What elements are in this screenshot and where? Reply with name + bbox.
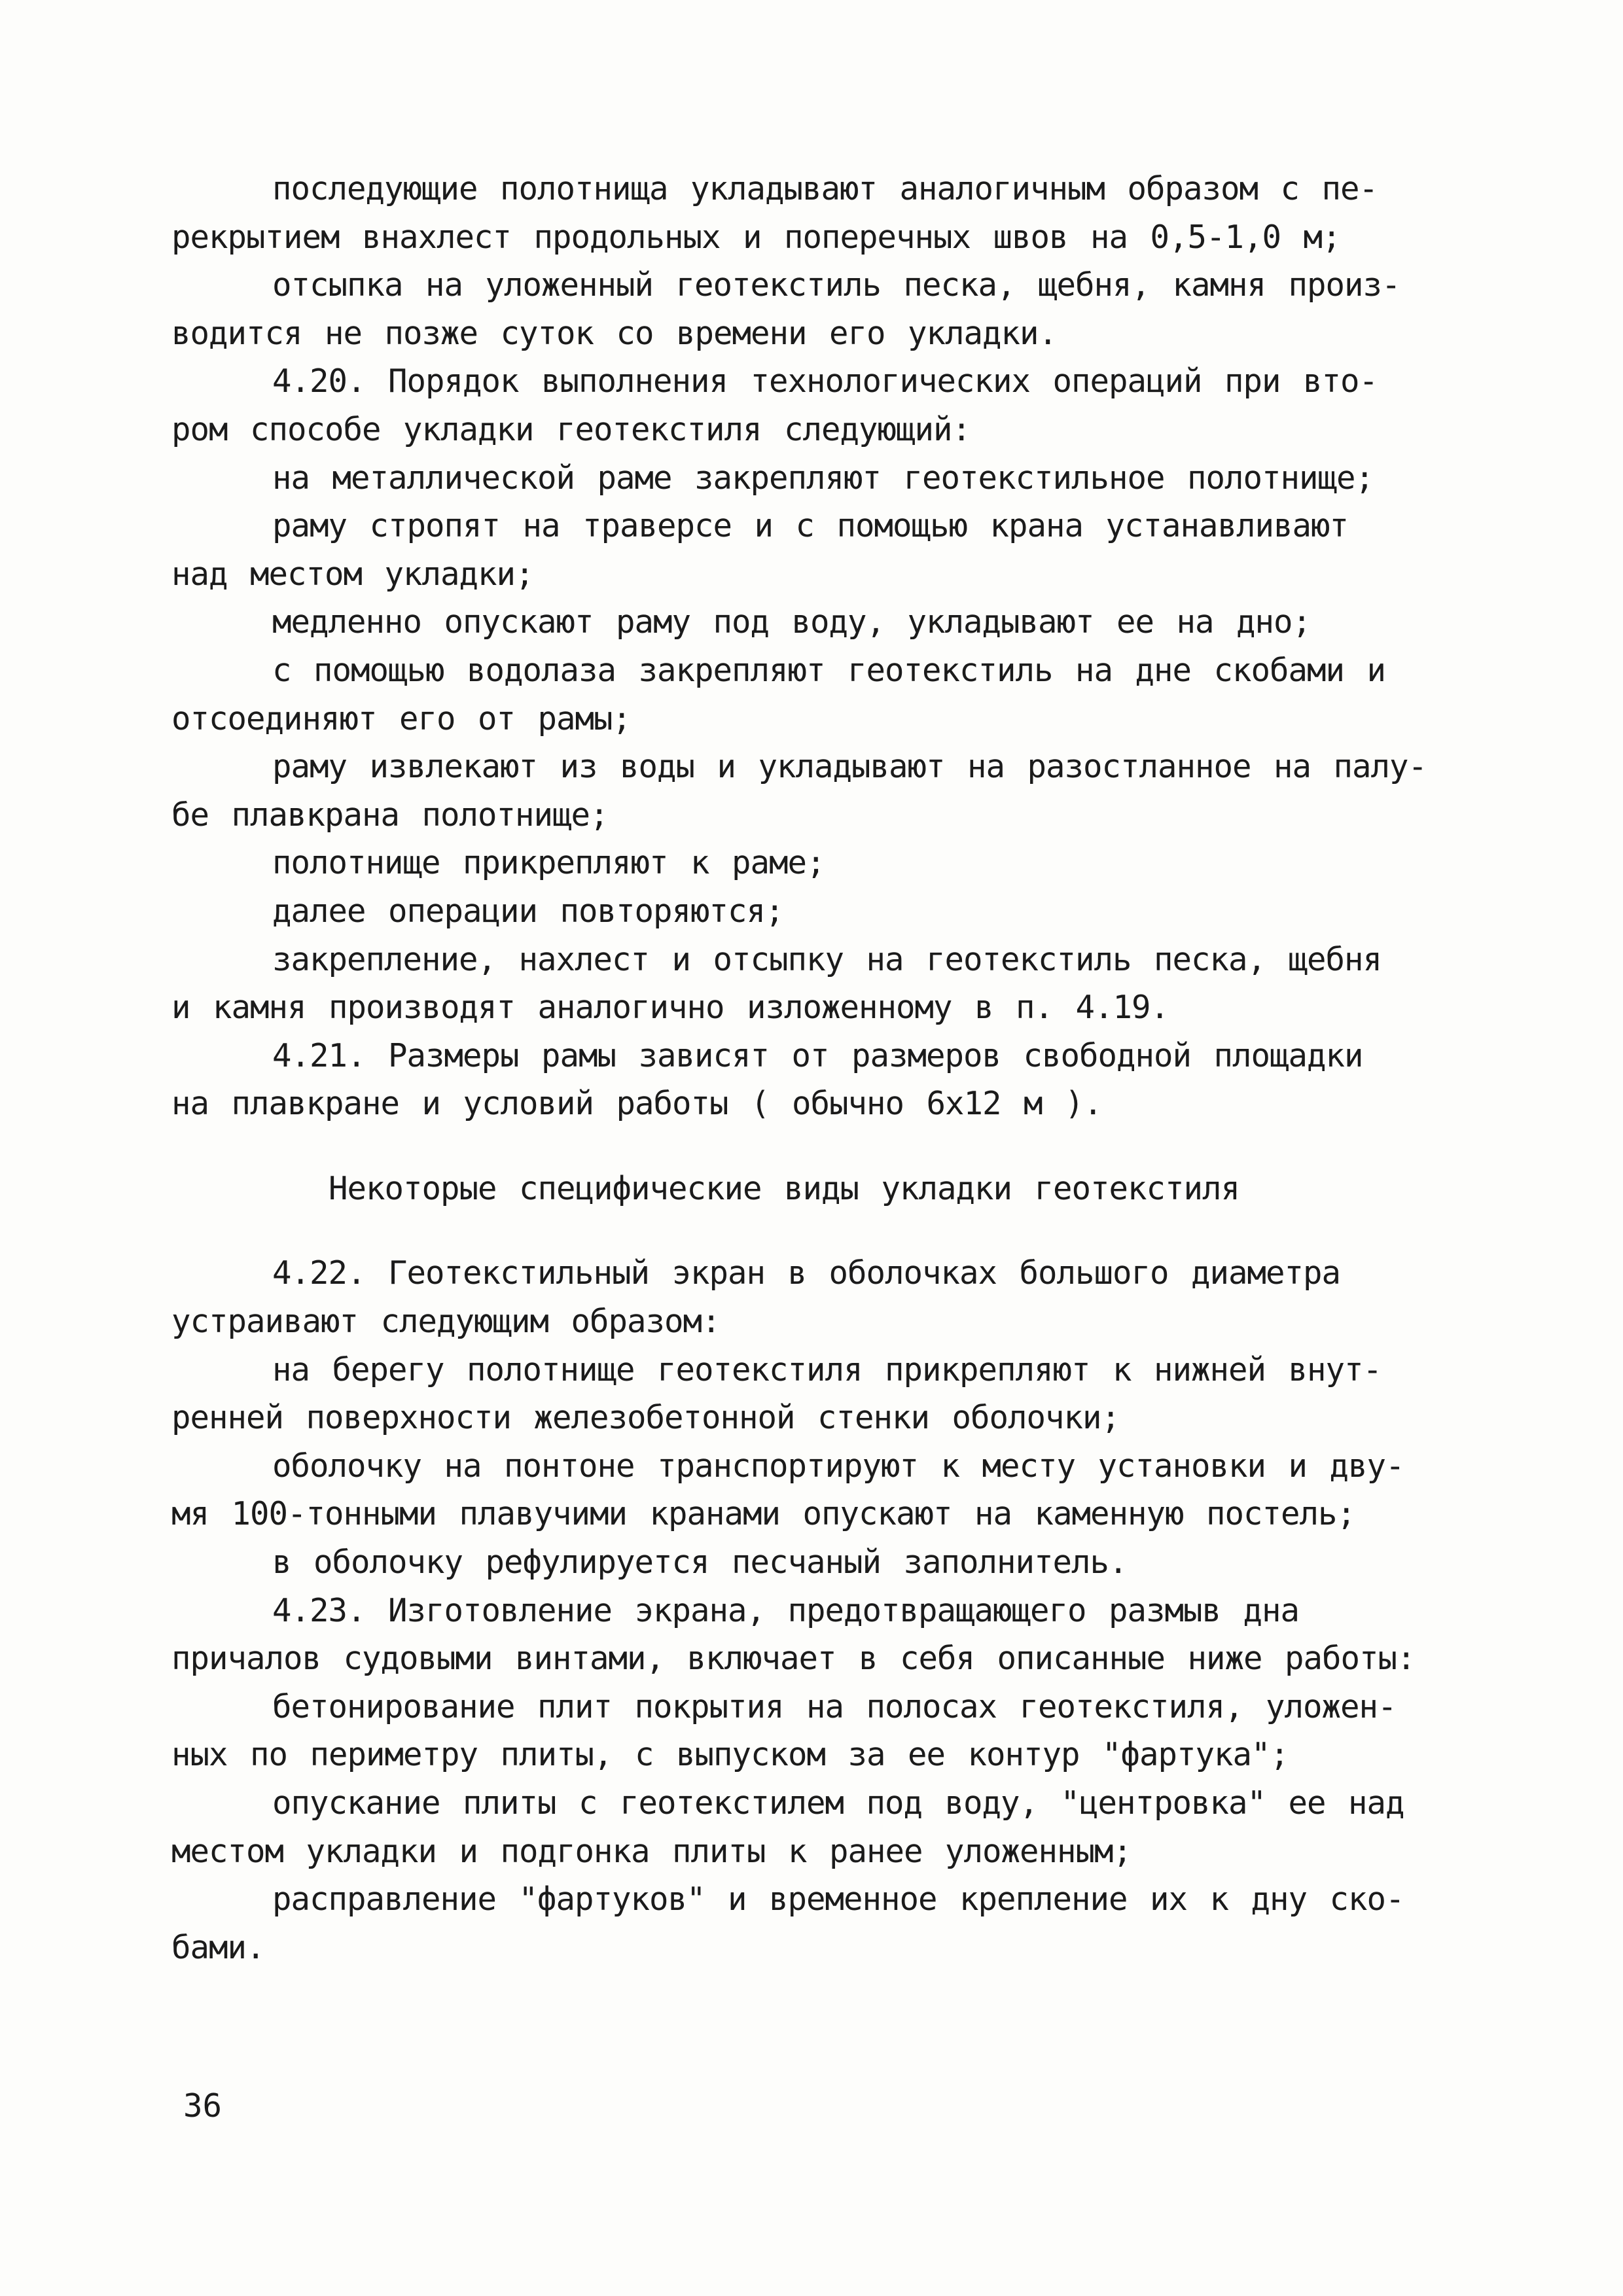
text-line: далее операции повторяются; — [272, 892, 784, 930]
section-gap — [171, 1212, 1487, 1249]
text-line: с помощью водолаза закрепляют геотекстиль на дне скобами и — [272, 651, 1386, 689]
section-heading: Некоторые специфические виды укладки геотекстиля — [329, 1169, 1240, 1207]
section-4-20-start: 4.20. Порядок выполнения технологических операций при вто- — [272, 362, 1378, 400]
text-line: бетонирование плит покрытия на полосах геотекстиля, уложен- — [272, 1687, 1397, 1725]
text-line: рекрытием внахлест продольных и поперечных швов на 0,5-1,0 м; — [171, 218, 1341, 256]
text-line: на берегу полотнище геотекстиля прикрепляют к нижней внут- — [272, 1351, 1382, 1388]
text-line: полотнище прикрепляют к раме; — [272, 844, 825, 882]
text-line: мя 100-тонными плавучими кранами опускают на каменную постель; — [171, 1495, 1356, 1533]
text-line: причалов судовыми винтами, включает в себя описанные ниже работы: — [171, 1640, 1416, 1678]
text-line: раму стропят на траверсе и с помощью крана устанавливают — [272, 507, 1349, 545]
page-number: 36 — [183, 2087, 223, 2125]
document-body — [171, 165, 1487, 1971]
text-line: водится не позже суток со времени его укладки. — [171, 314, 1058, 352]
text-line: на плавкране и условий работы ( обычно 6х12 м ). — [171, 1085, 1103, 1123]
section-4-21-start: 4.21. Размеры рамы зависят от размеров свободной площадки — [272, 1036, 1363, 1074]
text-line: отсыпка на уложенный геотекстиль песка, щебня, камня произ- — [272, 266, 1400, 304]
text-line: ром способе укладки геотекстиля следующий: — [171, 410, 971, 448]
section-4-22-start: 4.22. Геотекстильный экран в оболочках большого диаметра — [272, 1254, 1341, 1292]
text-line: ных по периметру плиты, с выпуском за ее контур "фартука"; — [171, 1736, 1289, 1774]
text-line: бами. — [171, 1928, 265, 1966]
text-line: медленно опускают раму под воду, укладывают ее на дно; — [272, 603, 1311, 641]
text-line: над местом укладки; — [171, 555, 534, 593]
text-line: оболочку на понтоне транспортируют к месту установки и дву- — [272, 1447, 1404, 1485]
section-gap — [171, 1128, 1487, 1165]
text-line: в оболочку рефулируется песчаный заполнитель. — [272, 1544, 1128, 1581]
text-line: местом укладки и подгонка плиты к ранее уложенным; — [171, 1832, 1132, 1870]
text-line: устраивают следующим образом: — [171, 1303, 721, 1341]
text-line: раму извлекают из воды и укладывают на разостланное на палу- — [272, 748, 1427, 786]
text-line: ренней поверхности железобетонной стенки оболочки; — [171, 1399, 1120, 1437]
text-line: опускание плиты с геотекстилем под воду, "центровка" ее над — [272, 1784, 1404, 1822]
text-line: последующие полотнища укладывают аналогичным образом с пе- — [272, 170, 1378, 207]
text-line: и камня производят аналогично изложенному в п. 4.19. — [171, 989, 1169, 1027]
section-4-23-start: 4.23. Изготовление экрана, предотвращающего размыв дна — [272, 1591, 1300, 1629]
text-line: бе плавкрана полотнище; — [171, 796, 609, 834]
text-line: отсоединяют его от рамы; — [171, 699, 632, 737]
text-line: закрепление, нахлест и отсыпку на геотекстиль песка, щебня — [272, 940, 1382, 978]
text-line: на металлической раме закрепляют геотекстильное полотнище; — [272, 459, 1374, 497]
text-line: расправление "фартуков" и временное крепление их к дну ско- — [272, 1881, 1404, 1918]
